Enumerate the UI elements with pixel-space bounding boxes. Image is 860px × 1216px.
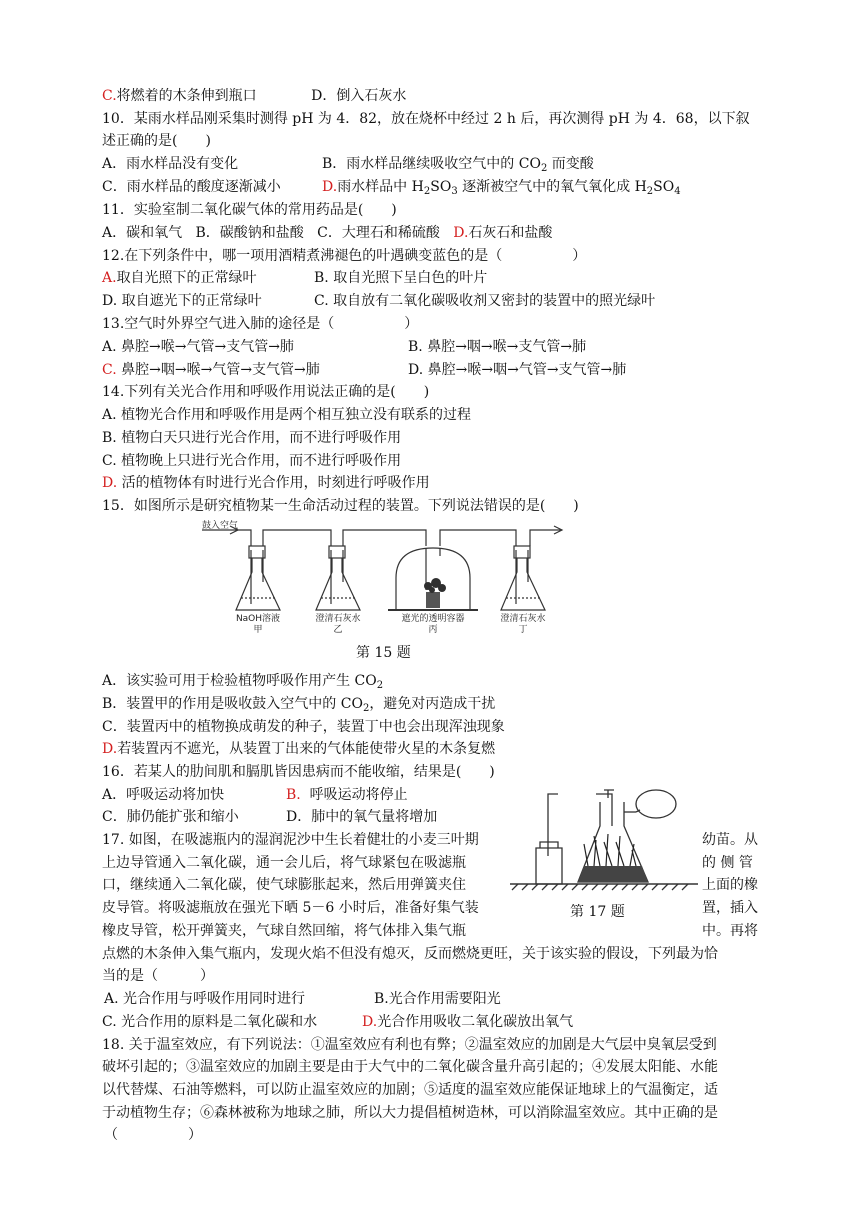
q12-stem: 12.在下列条件中，哪一项用酒精煮沸褪色的叶遇碘变蓝色的是（ ） <box>102 248 587 264</box>
q17-text-3-right: 上面的橡 <box>702 877 758 893</box>
plant-leaves-icon <box>424 578 446 593</box>
q14-stem: 14.下列有关光合作用和呼吸作用说法正确的是( ) <box>102 384 430 400</box>
q16-option-d: D．肺中的氧气量将增加 <box>286 809 438 825</box>
q16-option-a: A．呼吸运动将加快 <box>102 787 225 803</box>
q10-option-a: A．雨水样品没有变化 <box>102 156 239 172</box>
q18-text-1: 18. 关于温室效应，有下列说法：①温室效应有利也有弊；②温室效应的加剧是大气层中臭氧层受到 <box>102 1037 717 1053</box>
q10-option-d: D.雨水样品中 $H_2SO_3$ 逐渐被空气中的氧气氧化成 $H_2SO_4$ <box>322 179 681 197</box>
q13-option-d: D. 鼻腔→喉→咽→气管→支气管→肺 <box>408 362 627 378</box>
q17-text-5: 橡皮导管，松开弹簧夹，气球自然回缩，将气体排入集气瓶 <box>102 923 466 939</box>
q9-option-c-letter: C. <box>102 88 117 104</box>
q17-text-4: 皮导管。将吸滤瓶放在强光下晒 5－6 小时后，准备好集气装 <box>102 900 479 916</box>
wet-soil-icon <box>578 866 648 882</box>
q15-option-c: C．装置丙中的植物换成萌发的种子，装置丁中也会出现浑浊现象 <box>102 719 505 735</box>
q10-stem-2: 述正确的是( ) <box>102 133 211 149</box>
q12-option-c: C. 取自放有二氧化碳吸收剂又密封的装置中的照光绿叶 <box>314 293 656 309</box>
q14-option-c: C. 植物晚上只进行光合作用，而不进行呼吸作用 <box>102 453 402 469</box>
q10-option-b: B．雨水样品继续吸收空气中的 $CO_2$ 而变酸 <box>322 156 594 174</box>
q11-option-d: 石灰石和盐酸 <box>468 225 553 241</box>
q18-text-3: 以代替煤、石油等燃料，可以防止温室效应的加剧；⑤适度的温室效应能保证地球上的气温衡定，适 <box>102 1082 718 1098</box>
q11-options <box>102 226 552 240</box>
q17-option-a: A. 光合作用与呼吸作用同时进行 <box>104 991 306 1007</box>
q17-text-7: 当的是（ ） <box>102 968 214 984</box>
flask-yi-tag: 乙 <box>333 625 343 634</box>
air-inlet-label: 鼓入空气 <box>202 521 239 531</box>
q11-option-d-letter: D. <box>453 225 469 241</box>
q12-option-b: B. 取自光照下呈白色的叶片 <box>314 270 488 286</box>
q9-option-d: D．倒入石灰水 <box>311 88 407 104</box>
flask-ding-tag: 丁 <box>518 625 528 634</box>
q17-figure-caption: 第 17 题 <box>570 904 625 920</box>
q17-option-d: D.光合作用吸收二氧化碳放出氧气 <box>362 1014 574 1030</box>
flask-jia-tag: 甲 <box>253 625 263 634</box>
q18-text-5: （ ） <box>104 1127 202 1143</box>
q17-text-2-right: 的 侧 管 <box>702 855 753 871</box>
q17-option-c: C. 光合作用的原料是二氧化碳和水 <box>102 1014 318 1030</box>
container-bing-tag: 丙 <box>428 625 438 634</box>
q15-option-a: A．该实验可用于检验植物呼吸作用产生 $CO_2$ <box>102 673 384 691</box>
q11-option-b: B．碳酸钠和盐酸 <box>195 225 304 241</box>
q10-option-c: C．雨水样品的酸度逐渐减小 <box>102 179 281 195</box>
q17-text-4-right: 置，插入 <box>702 900 758 916</box>
q14-option-a: A. 植物光合作用和呼吸作用是两个相互独立没有联系的过程 <box>102 407 472 423</box>
q17-text-2: 上边导管通入二氧化碳，通一会儿后，将气球紧包在吸滤瓶 <box>102 855 466 871</box>
q16-option-b: B. 呼吸运动将停止 <box>286 787 408 803</box>
q9-options <box>102 89 406 103</box>
container-bing-name: 遮光的透明容器 <box>401 614 465 624</box>
q13-stem: 13.空气时外界空气进入肺的途径是（ ） <box>102 316 419 332</box>
q14-option-b: B. 植物白天只进行光合作用，而不进行呼吸作用 <box>102 430 402 446</box>
wheat-seedling-icon <box>584 834 636 866</box>
q11-option-a: A．碳和氧气 <box>102 225 183 241</box>
q14-option-d: D. 活的植物体有时进行光合作用，时刻进行呼吸作用 <box>102 475 430 491</box>
q17-text-6: 点燃的木条伸入集气瓶内，发现火焰不但没有熄灭，反而燃烧更旺，关于该实验的假设，下列最为恰 <box>102 946 718 962</box>
q15-option-d: D.若装置丙不遮光，从装置丁出来的气体能使带火星的木条复燃 <box>102 741 496 757</box>
flask-yi-name: 澄清石灰水 <box>315 614 361 624</box>
q17-text-1: 17. 如图，在吸滤瓶内的湿润泥沙中生长着健壮的小麦三叶期 <box>102 832 479 848</box>
q15-stem: 15．如图所示是研究植物某一生命活动过程的装置。下列说法错误的是( ) <box>102 498 579 514</box>
q18-text-2: 破坏引起的；③温室效应的加剧主要是由于大气中的二氧化碳含量升高引起的；④发展太阳能、水能 <box>102 1059 718 1075</box>
q11-option-c: C．大理石和稀硫酸 <box>317 225 440 241</box>
q17-text-1-right: 幼苗。从 <box>702 832 758 848</box>
q12-option-a: A.取自光照下的正常绿叶 <box>102 270 257 286</box>
flask-jia-name: NaOH溶液 <box>235 614 281 624</box>
q12-option-d: D. 取自遮光下的正常绿叶 <box>102 293 262 309</box>
q13-option-a: A. 鼻腔→喉→气管→支气管→肺 <box>102 339 294 355</box>
q17-apparatus-figure <box>508 786 700 896</box>
plant-pot-icon <box>426 592 440 608</box>
q11-stem: 11．实验室制二氧化碳气体的常用药品是( ) <box>102 202 397 218</box>
q16-option-c: C．肺仍能扩张和缩小 <box>102 809 239 825</box>
q13-option-c: C. 鼻腔→咽→喉→气管→支气管→肺 <box>102 362 320 378</box>
q18-text-4: 于动植物生存；⑥森林被称为地球之肺，所以大力提倡植树造林，可以消除温室效应。其中正确的是 <box>102 1105 718 1121</box>
q9-option-c: 将燃着的木条伸到瓶口 <box>116 88 257 104</box>
q13-option-b: B. 鼻腔→咽→喉→支气管→肺 <box>408 339 587 355</box>
q15-option-b: B．装置甲的作用是吸收鼓入空气中的 $CO_2$，避免对丙造成干扰 <box>102 696 496 714</box>
q17-text-3: 口，继续通入二氧化碳，使气球膨胀起来，然后用弹簧夹住 <box>102 877 466 893</box>
q15-figure-caption: 第 15 题 <box>356 645 411 661</box>
q17-text-5-right: 中。再将 <box>702 923 758 939</box>
q17-option-b: B.光合作用需要阳光 <box>374 991 501 1007</box>
flask-ding-name: 澄清石灰水 <box>500 614 546 624</box>
q10-stem-1: 10．某雨水样品刚采集时测得 pH 为 4．82，放在烧杯中经过 2 h 后，再次测得 pH 为 4．68，以下叙 <box>102 111 750 127</box>
q15-apparatus-figure <box>196 520 570 634</box>
q16-stem: 16．若某人的肋间肌和膈肌皆因患病而不能收缩，结果是( ) <box>102 764 495 780</box>
